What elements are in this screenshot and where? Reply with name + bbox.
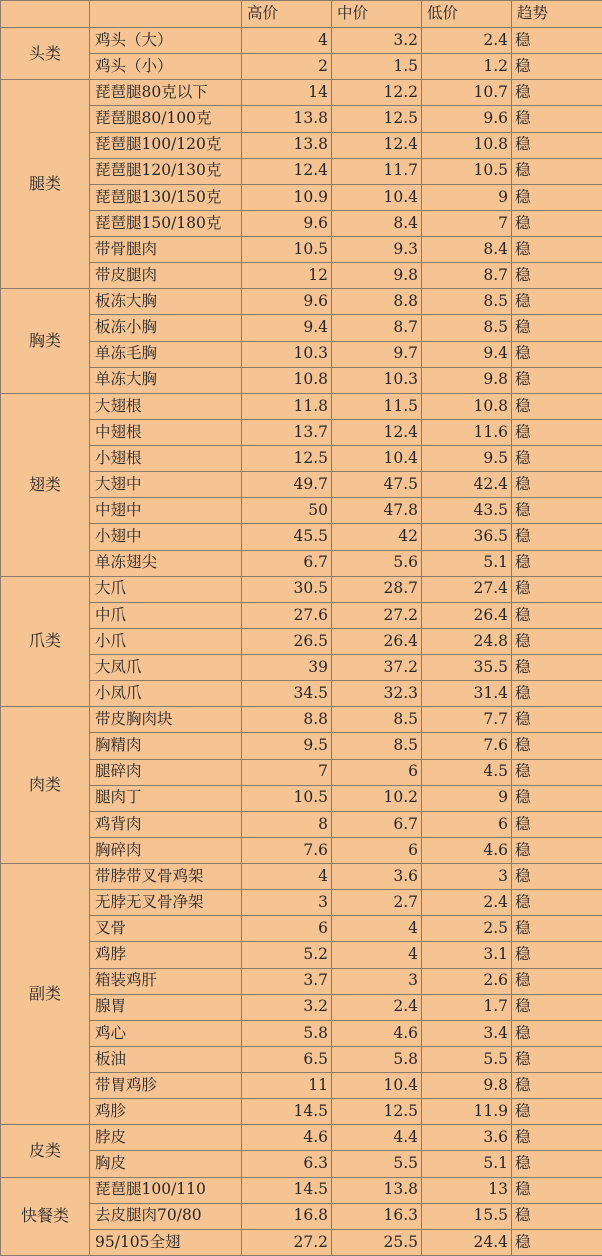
- table-row: [1, 106, 602, 132]
- mid-price-cell: 4: [332, 916, 422, 942]
- table-row: [1, 289, 602, 315]
- trend-cell: 稳: [512, 315, 602, 341]
- high-price-cell: 49.7: [242, 472, 332, 498]
- product-name-cell: 大爪: [90, 576, 242, 602]
- product-name-cell: 鸡胗: [90, 1099, 242, 1125]
- trend-cell: 稳: [512, 759, 602, 785]
- product-name-cell: 鸡脖: [90, 942, 242, 968]
- mid-price-cell: 26.4: [332, 628, 422, 654]
- mid-price-cell: 13.8: [332, 1177, 422, 1203]
- trend-cell: 稳: [512, 576, 602, 602]
- product-name-cell: 带脖带叉骨鸡架: [90, 864, 242, 890]
- product-name-cell: 鸡头（大）: [90, 28, 242, 54]
- product-name-cell: 板冻小胸: [90, 315, 242, 341]
- trend-cell: 稳: [512, 289, 602, 315]
- trend-cell: 稳: [512, 994, 602, 1020]
- product-name-cell: 箱装鸡肝: [90, 968, 242, 994]
- low-price-cell: 35.5: [422, 655, 512, 681]
- product-name-cell: 叉骨: [90, 916, 242, 942]
- high-price-cell: 6.5: [242, 1046, 332, 1072]
- table-row: [1, 367, 602, 393]
- low-price-cell: 5.5: [422, 1046, 512, 1072]
- mid-price-cell: 4: [332, 942, 422, 968]
- category-cell: 翅类: [1, 393, 90, 576]
- mid-price-cell: 37.2: [332, 655, 422, 681]
- product-name-cell: 大翅中: [90, 472, 242, 498]
- trend-cell: 稳: [512, 237, 602, 263]
- product-name-cell: 琵琶腿100/110: [90, 1177, 242, 1203]
- table-row: [1, 681, 602, 707]
- table-row: [1, 916, 602, 942]
- high-price-cell: 3.2: [242, 994, 332, 1020]
- table-row: [1, 524, 602, 550]
- header-mid-price: 中价: [332, 1, 422, 28]
- mid-price-cell: 9.7: [332, 341, 422, 367]
- mid-price-cell: 10.3: [332, 367, 422, 393]
- high-price-cell: 14: [242, 80, 332, 106]
- product-name-cell: 琵琶腿130/150克: [90, 184, 242, 210]
- product-name-cell: 小翅中: [90, 524, 242, 550]
- mid-price-cell: 9.3: [332, 237, 422, 263]
- high-price-cell: 13.8: [242, 132, 332, 158]
- product-name-cell: 鸡头（小）: [90, 54, 242, 80]
- mid-price-cell: 4.6: [332, 1020, 422, 1046]
- high-price-cell: 6.7: [242, 550, 332, 576]
- high-price-cell: 12: [242, 263, 332, 289]
- low-price-cell: 2.4: [422, 890, 512, 916]
- table-row: [1, 419, 602, 445]
- mid-price-cell: 10.4: [332, 446, 422, 472]
- product-name-cell: 小爪: [90, 628, 242, 654]
- high-price-cell: 11.8: [242, 393, 332, 419]
- high-price-cell: 3: [242, 890, 332, 916]
- table-row: [1, 968, 602, 994]
- trend-cell: 稳: [512, 837, 602, 863]
- low-price-cell: 42.4: [422, 472, 512, 498]
- category-cell: 快餐类: [1, 1177, 90, 1255]
- header-name: [90, 1, 242, 28]
- product-name-cell: 中翅根: [90, 419, 242, 445]
- high-price-cell: 4.6: [242, 1125, 332, 1151]
- high-price-cell: 13.8: [242, 106, 332, 132]
- mid-price-cell: 5.5: [332, 1151, 422, 1177]
- low-price-cell: 1.2: [422, 54, 512, 80]
- low-price-cell: 9: [422, 184, 512, 210]
- high-price-cell: 10.5: [242, 237, 332, 263]
- high-price-cell: 4: [242, 28, 332, 54]
- high-price-cell: 5.8: [242, 1020, 332, 1046]
- low-price-cell: 2.4: [422, 28, 512, 54]
- high-price-cell: 9.6: [242, 289, 332, 315]
- low-price-cell: 4.6: [422, 837, 512, 863]
- product-name-cell: 胸碎肉: [90, 837, 242, 863]
- mid-price-cell: 11.5: [332, 393, 422, 419]
- mid-price-cell: 3.6: [332, 864, 422, 890]
- trend-cell: 稳: [512, 1229, 602, 1255]
- low-price-cell: 24.8: [422, 628, 512, 654]
- trend-cell: 稳: [512, 210, 602, 236]
- trend-cell: 稳: [512, 341, 602, 367]
- trend-cell: 稳: [512, 916, 602, 942]
- table-row: [1, 237, 602, 263]
- mid-price-cell: 8.4: [332, 210, 422, 236]
- product-name-cell: 脖皮: [90, 1125, 242, 1151]
- product-name-cell: 鸡心: [90, 1020, 242, 1046]
- low-price-cell: 10.8: [422, 132, 512, 158]
- high-price-cell: 14.5: [242, 1099, 332, 1125]
- mid-price-cell: 32.3: [332, 681, 422, 707]
- mid-price-cell: 28.7: [332, 576, 422, 602]
- table-row: [1, 1099, 602, 1125]
- table-row: [1, 1046, 602, 1072]
- trend-cell: 稳: [512, 628, 602, 654]
- product-name-cell: 大翅根: [90, 393, 242, 419]
- trend-cell: 稳: [512, 1203, 602, 1229]
- low-price-cell: 4.5: [422, 759, 512, 785]
- table-row: [1, 550, 602, 576]
- table-row: [1, 864, 602, 890]
- category-cell: 胸类: [1, 289, 90, 394]
- low-price-cell: 24.4: [422, 1229, 512, 1255]
- mid-price-cell: 3: [332, 968, 422, 994]
- high-price-cell: 5.2: [242, 942, 332, 968]
- category-cell: 头类: [1, 28, 90, 80]
- trend-cell: 稳: [512, 367, 602, 393]
- high-price-cell: 34.5: [242, 681, 332, 707]
- low-price-cell: 7.6: [422, 733, 512, 759]
- high-price-cell: 9.6: [242, 210, 332, 236]
- mid-price-cell: 2.4: [332, 994, 422, 1020]
- table-row: [1, 1020, 602, 1046]
- table-row: [1, 602, 602, 628]
- high-price-cell: 12.5: [242, 446, 332, 472]
- trend-cell: 稳: [512, 1046, 602, 1072]
- header-category: [1, 1, 90, 28]
- trend-cell: 稳: [512, 681, 602, 707]
- low-price-cell: 7.7: [422, 707, 512, 733]
- mid-price-cell: 4.4: [332, 1125, 422, 1151]
- trend-cell: 稳: [512, 1099, 602, 1125]
- low-price-cell: 2.5: [422, 916, 512, 942]
- table-row: [1, 707, 602, 733]
- low-price-cell: 9.8: [422, 367, 512, 393]
- product-name-cell: 无脖无叉骨净架: [90, 890, 242, 916]
- mid-price-cell: 8.7: [332, 315, 422, 341]
- high-price-cell: 16.8: [242, 1203, 332, 1229]
- trend-cell: 稳: [512, 132, 602, 158]
- trend-cell: 稳: [512, 524, 602, 550]
- low-price-cell: 5.1: [422, 550, 512, 576]
- table-row: [1, 759, 602, 785]
- mid-price-cell: 6: [332, 837, 422, 863]
- mid-price-cell: 2.7: [332, 890, 422, 916]
- table-row: [1, 628, 602, 654]
- high-price-cell: 12.4: [242, 158, 332, 184]
- product-name-cell: 琵琶腿80/100克: [90, 106, 242, 132]
- low-price-cell: 11.9: [422, 1099, 512, 1125]
- product-name-cell: 中翅中: [90, 498, 242, 524]
- product-name-cell: 单冻大胸: [90, 367, 242, 393]
- mid-price-cell: 1.5: [332, 54, 422, 80]
- product-name-cell: 琵琶腿120/130克: [90, 158, 242, 184]
- low-price-cell: 8.5: [422, 315, 512, 341]
- product-name-cell: 腿肉丁: [90, 785, 242, 811]
- category-cell: 肉类: [1, 707, 90, 864]
- trend-cell: 稳: [512, 1151, 602, 1177]
- trend-cell: 稳: [512, 1125, 602, 1151]
- product-name-cell: 带皮腿肉: [90, 263, 242, 289]
- price-table-body: [1, 1, 602, 1256]
- high-price-cell: 4: [242, 864, 332, 890]
- high-price-cell: 7.6: [242, 837, 332, 863]
- high-price-cell: 6.3: [242, 1151, 332, 1177]
- product-name-cell: 琵琶腿80克以下: [90, 80, 242, 106]
- low-price-cell: 10.5: [422, 158, 512, 184]
- trend-cell: 稳: [512, 1073, 602, 1099]
- high-price-cell: 30.5: [242, 576, 332, 602]
- high-price-cell: 2: [242, 54, 332, 80]
- trend-cell: 稳: [512, 968, 602, 994]
- mid-price-cell: 27.2: [332, 602, 422, 628]
- mid-price-cell: 12.5: [332, 1099, 422, 1125]
- trend-cell: 稳: [512, 498, 602, 524]
- mid-price-cell: 9.8: [332, 263, 422, 289]
- mid-price-cell: 10.4: [332, 184, 422, 210]
- product-name-cell: 板冻大胸: [90, 289, 242, 315]
- mid-price-cell: 12.4: [332, 132, 422, 158]
- low-price-cell: 3: [422, 864, 512, 890]
- trend-cell: 稳: [512, 54, 602, 80]
- mid-price-cell: 12.4: [332, 419, 422, 445]
- product-name-cell: 单冻毛胸: [90, 341, 242, 367]
- low-price-cell: 26.4: [422, 602, 512, 628]
- high-price-cell: 9.5: [242, 733, 332, 759]
- low-price-cell: 27.4: [422, 576, 512, 602]
- high-price-cell: 13.7: [242, 419, 332, 445]
- trend-cell: 稳: [512, 942, 602, 968]
- header-trend: 趋势: [512, 1, 602, 28]
- mid-price-cell: 11.7: [332, 158, 422, 184]
- low-price-cell: 8.4: [422, 237, 512, 263]
- product-name-cell: 去皮腿肉70/80: [90, 1203, 242, 1229]
- product-name-cell: 带皮胸肉块: [90, 707, 242, 733]
- trend-cell: 稳: [512, 707, 602, 733]
- table-row: [1, 1125, 602, 1151]
- high-price-cell: 50: [242, 498, 332, 524]
- trend-cell: 稳: [512, 864, 602, 890]
- mid-price-cell: 42: [332, 524, 422, 550]
- table-row: [1, 54, 602, 80]
- trend-cell: 稳: [512, 263, 602, 289]
- table-row: [1, 1203, 602, 1229]
- high-price-cell: 3.7: [242, 968, 332, 994]
- table-row: [1, 184, 602, 210]
- table-row: [1, 576, 602, 602]
- mid-price-cell: 25.5: [332, 1229, 422, 1255]
- product-name-cell: 琵琶腿150/180克: [90, 210, 242, 236]
- product-name-cell: 腿碎肉: [90, 759, 242, 785]
- table-row: [1, 210, 602, 236]
- table-row: [1, 393, 602, 419]
- product-name-cell: 小翅根: [90, 446, 242, 472]
- table-row: [1, 498, 602, 524]
- high-price-cell: 10.9: [242, 184, 332, 210]
- low-price-cell: 9.5: [422, 446, 512, 472]
- trend-cell: 稳: [512, 393, 602, 419]
- product-name-cell: 带骨腿肉: [90, 237, 242, 263]
- table-row: [1, 1229, 602, 1255]
- low-price-cell: 8.7: [422, 263, 512, 289]
- header-low-price: 低价: [422, 1, 512, 28]
- trend-cell: 稳: [512, 1177, 602, 1203]
- mid-price-cell: 5.6: [332, 550, 422, 576]
- mid-price-cell: 5.8: [332, 1046, 422, 1072]
- product-name-cell: 大凤爪: [90, 655, 242, 681]
- mid-price-cell: 47.8: [332, 498, 422, 524]
- high-price-cell: 11: [242, 1073, 332, 1099]
- low-price-cell: 43.5: [422, 498, 512, 524]
- table-row: [1, 28, 602, 54]
- table-row: [1, 837, 602, 863]
- product-name-cell: 单冻翅尖: [90, 550, 242, 576]
- category-cell: 皮类: [1, 1125, 90, 1177]
- product-name-cell: 中爪: [90, 602, 242, 628]
- trend-cell: 稳: [512, 890, 602, 916]
- low-price-cell: 10.7: [422, 80, 512, 106]
- product-name-cell: 鸡背肉: [90, 811, 242, 837]
- high-price-cell: 10.8: [242, 367, 332, 393]
- table-row: [1, 733, 602, 759]
- product-name-cell: 95/105全翅: [90, 1229, 242, 1255]
- mid-price-cell: 47.5: [332, 472, 422, 498]
- trend-cell: 稳: [512, 80, 602, 106]
- category-cell: 副类: [1, 864, 90, 1125]
- product-name-cell: 胸皮: [90, 1151, 242, 1177]
- trend-cell: 稳: [512, 446, 602, 472]
- low-price-cell: 11.6: [422, 419, 512, 445]
- table-row: [1, 1151, 602, 1177]
- low-price-cell: 9.4: [422, 341, 512, 367]
- header-row: [1, 1, 602, 28]
- trend-cell: 稳: [512, 184, 602, 210]
- low-price-cell: 13: [422, 1177, 512, 1203]
- header-high-price: 高价: [242, 1, 332, 28]
- low-price-cell: 9.6: [422, 106, 512, 132]
- high-price-cell: 45.5: [242, 524, 332, 550]
- table-row: [1, 890, 602, 916]
- table-row: [1, 1073, 602, 1099]
- low-price-cell: 6: [422, 811, 512, 837]
- mid-price-cell: 6.7: [332, 811, 422, 837]
- low-price-cell: 9.8: [422, 1073, 512, 1099]
- high-price-cell: 26.5: [242, 628, 332, 654]
- high-price-cell: 6: [242, 916, 332, 942]
- low-price-cell: 1.7: [422, 994, 512, 1020]
- low-price-cell: 2.6: [422, 968, 512, 994]
- high-price-cell: 39: [242, 655, 332, 681]
- high-price-cell: 27.6: [242, 602, 332, 628]
- low-price-cell: 36.5: [422, 524, 512, 550]
- table-row: [1, 994, 602, 1020]
- table-row: [1, 472, 602, 498]
- low-price-cell: 8.5: [422, 289, 512, 315]
- category-cell: 腿类: [1, 80, 90, 289]
- table-row: [1, 942, 602, 968]
- high-price-cell: 27.2: [242, 1229, 332, 1255]
- high-price-cell: 8.8: [242, 707, 332, 733]
- trend-cell: 稳: [512, 733, 602, 759]
- product-name-cell: 带胃鸡胗: [90, 1073, 242, 1099]
- table-row: [1, 446, 602, 472]
- table-row: [1, 341, 602, 367]
- high-price-cell: 10.3: [242, 341, 332, 367]
- low-price-cell: 9: [422, 785, 512, 811]
- low-price-cell: 3.4: [422, 1020, 512, 1046]
- low-price-cell: 3.1: [422, 942, 512, 968]
- mid-price-cell: 3.2: [332, 28, 422, 54]
- product-name-cell: 小凤爪: [90, 681, 242, 707]
- trend-cell: 稳: [512, 28, 602, 54]
- table-row: [1, 132, 602, 158]
- trend-cell: 稳: [512, 602, 602, 628]
- low-price-cell: 15.5: [422, 1203, 512, 1229]
- mid-price-cell: 10.4: [332, 1073, 422, 1099]
- mid-price-cell: 12.5: [332, 106, 422, 132]
- product-name-cell: 胸精肉: [90, 733, 242, 759]
- table-row: [1, 811, 602, 837]
- trend-cell: 稳: [512, 811, 602, 837]
- trend-cell: 稳: [512, 785, 602, 811]
- trend-cell: 稳: [512, 655, 602, 681]
- table-row: [1, 80, 602, 106]
- trend-cell: 稳: [512, 419, 602, 445]
- table-row: [1, 655, 602, 681]
- low-price-cell: 5.1: [422, 1151, 512, 1177]
- mid-price-cell: 8.5: [332, 733, 422, 759]
- category-cell: 爪类: [1, 576, 90, 707]
- mid-price-cell: 8.5: [332, 707, 422, 733]
- table-row: [1, 785, 602, 811]
- product-name-cell: 腺胃: [90, 994, 242, 1020]
- low-price-cell: 10.8: [422, 393, 512, 419]
- trend-cell: 稳: [512, 106, 602, 132]
- low-price-cell: 7: [422, 210, 512, 236]
- mid-price-cell: 12.2: [332, 80, 422, 106]
- high-price-cell: 9.4: [242, 315, 332, 341]
- product-name-cell: 琵琶腿100/120克: [90, 132, 242, 158]
- low-price-cell: 3.6: [422, 1125, 512, 1151]
- mid-price-cell: 6: [332, 759, 422, 785]
- high-price-cell: 14.5: [242, 1177, 332, 1203]
- high-price-cell: 8: [242, 811, 332, 837]
- high-price-cell: 7: [242, 759, 332, 785]
- table-row: [1, 1177, 602, 1203]
- mid-price-cell: 16.3: [332, 1203, 422, 1229]
- mid-price-cell: 8.8: [332, 289, 422, 315]
- product-name-cell: 板油: [90, 1046, 242, 1072]
- mid-price-cell: 10.2: [332, 785, 422, 811]
- trend-cell: 稳: [512, 1020, 602, 1046]
- trend-cell: 稳: [512, 158, 602, 184]
- low-price-cell: 31.4: [422, 681, 512, 707]
- table-row: [1, 315, 602, 341]
- trend-cell: 稳: [512, 550, 602, 576]
- high-price-cell: 10.5: [242, 785, 332, 811]
- trend-cell: 稳: [512, 472, 602, 498]
- table-row: [1, 158, 602, 184]
- table-row: [1, 263, 602, 289]
